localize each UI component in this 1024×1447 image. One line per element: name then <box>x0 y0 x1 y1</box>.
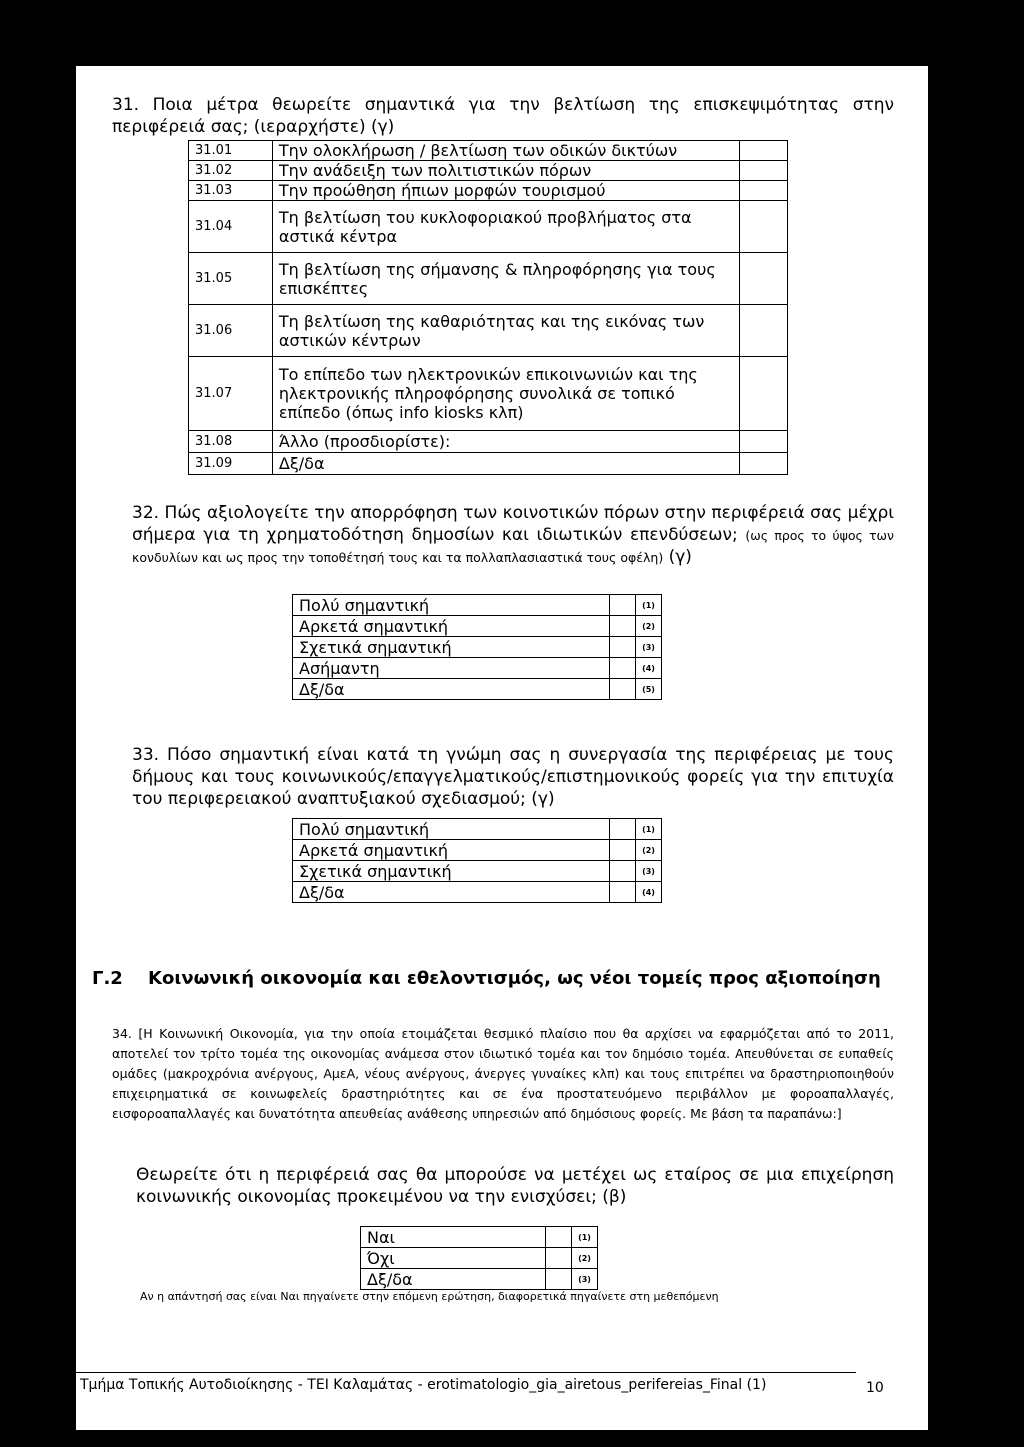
table-row <box>293 819 662 840</box>
section-title: Κοινωνική οικονομία και εθελοντισμός, ως νέοι τομείς προς αξιοποίηση <box>148 968 881 989</box>
option-label: Ασήμαντη <box>293 658 610 679</box>
option-label: Αρκετά σημαντική <box>293 616 610 637</box>
question-34-intro: 34. [Η Κοινωνική Οικονομία, για την οποία ετοιμάζεται θεσμικό πλαίσιο που θα αρχίσει να εφαρμόζεται από το 2011, αποτελεί τον τρίτο τομέα της οικονομίας ανάμεσα στον ιδιωτικό τομέα και τον δημόσιο τομέα. Απευθύνεται σε ευπαθείς ομάδες (μακροχρόνια ανέργους, ΑμεΑ, νέους ανέργους, άνεργες γυναίκες κλπ) και τους επιτρέπει να δραστηριοποιηθούν επιχειρηματικά σε κοινωφελείς δραστηριότητες και σε ένα προστατευόμενο περιβάλλον με φοροαπαλλαγές, εισφοροαπαλλαγές και δυνατότητα απευθείας ανάθεσης υπηρεσιών από δημόσιους φορείς. Με βάση τα παραπάνω:] <box>112 1026 894 1121</box>
table-row <box>189 201 788 253</box>
option-number: (4) <box>636 882 662 903</box>
option-label: Δξ/δα <box>293 679 610 700</box>
option-checkbox[interactable] <box>610 840 636 861</box>
option-label: Όχι <box>361 1248 546 1269</box>
row-code: 31.01 <box>189 141 273 161</box>
question-33-options <box>292 818 662 903</box>
footer-text: Τμήμα Τοπικής Αυτοδιοίκησης - ΤΕΙ Καλαμάτας - erotimatologio_gia_airetous_perifereias_Final (1) <box>80 1377 767 1393</box>
question-34-text: Θεωρείτε ότι η περιφέρειά σας θα μπορούσε να μετέχει ως εταίρος σε μια επιχείρηση κοινωνικής οικονομίας προκειμένου να την ενισχύσει; (β) <box>136 1165 894 1207</box>
row-label: Τη βελτίωση του κυκλοφοριακού προβλήματος στα αστικά κέντρα <box>272 201 739 253</box>
table-row <box>293 595 662 616</box>
question-32-tag: (γ) <box>668 547 692 567</box>
rank-input[interactable] <box>740 305 788 357</box>
table-row <box>189 141 788 161</box>
rank-input[interactable] <box>740 357 788 431</box>
row-code: 31.06 <box>189 305 273 357</box>
question-31-text: 31. Ποια μέτρα θεωρείτε σημαντικά για την βελτίωση της επισκεψιμότητας στην περιφέρειά σας; (ιεραρχήστε) (γ) <box>112 95 894 137</box>
option-label: Πολύ σημαντική <box>293 819 610 840</box>
option-number: (3) <box>636 861 662 882</box>
question-32 <box>132 502 894 568</box>
rank-input[interactable] <box>740 201 788 253</box>
table-row <box>293 840 662 861</box>
option-label: Δξ/δα <box>293 882 610 903</box>
option-checkbox[interactable] <box>610 861 636 882</box>
option-label: Δξ/δα <box>361 1269 546 1290</box>
option-label: Ναι <box>361 1227 546 1248</box>
row-code: 31.09 <box>189 453 273 475</box>
table-row <box>189 253 788 305</box>
table-row <box>361 1269 598 1290</box>
question-32-text: 32. Πώς αξιολογείτε την απορρόφηση των κοινοτικών πόρων στην περιφέρειά σας μέχρι σήμερα για τη χρηματοδότηση δημοσίων και ιδιωτικών επενδύσεων; <box>132 503 894 545</box>
option-number: (2) <box>636 840 662 861</box>
footer-rule <box>76 1372 856 1373</box>
table-row <box>189 453 788 475</box>
option-number: (1) <box>572 1227 598 1248</box>
row-label: Δξ/δα <box>272 453 739 475</box>
rank-input[interactable] <box>740 161 788 181</box>
row-label: Την ολοκλήρωση / βελτίωση των οδικών δικτύων <box>272 141 739 161</box>
row-code: 31.07 <box>189 357 273 431</box>
option-checkbox[interactable] <box>610 658 636 679</box>
table-row <box>293 679 662 700</box>
row-code: 31.05 <box>189 253 273 305</box>
option-number: (1) <box>636 595 662 616</box>
question-32-options <box>292 594 662 700</box>
option-number: (1) <box>636 819 662 840</box>
option-label: Σχετικά σημαντική <box>293 861 610 882</box>
table-row <box>293 658 662 679</box>
option-label: Αρκετά σημαντική <box>293 840 610 861</box>
option-checkbox[interactable] <box>610 679 636 700</box>
option-checkbox[interactable] <box>610 882 636 903</box>
row-label: Την προώθηση ήπιων μορφών τουρισμού <box>272 181 739 201</box>
table-row <box>189 431 788 453</box>
table-row <box>189 161 788 181</box>
option-number: (2) <box>636 616 662 637</box>
question-34-options <box>360 1226 598 1290</box>
row-code: 31.08 <box>189 431 273 453</box>
table-row <box>189 305 788 357</box>
row-label: Άλλο (προσδιορίστε): <box>272 431 739 453</box>
row-label: Το επίπεδο των ηλεκτρονικών επικοινωνιών και της ηλεκτρονικής πληροφόρησης συνολικά σε τοπικό επίπεδο (όπως info kiosks κλπ) <box>272 357 739 431</box>
option-label: Πολύ σημαντική <box>293 595 610 616</box>
table-row <box>361 1227 598 1248</box>
rank-input[interactable] <box>740 453 788 475</box>
table-row <box>293 861 662 882</box>
question-32-note: (ως προς το ύψος των κονδυλίων και ως προς την τοποθέτησή τους και τα πολλαπλασιαστικά τους οφέλη) <box>132 528 895 565</box>
row-code: 31.04 <box>189 201 273 253</box>
option-number: (3) <box>636 637 662 658</box>
rank-input[interactable] <box>740 253 788 305</box>
table-row <box>293 637 662 658</box>
option-number: (4) <box>636 658 662 679</box>
option-checkbox[interactable] <box>610 595 636 616</box>
option-checkbox[interactable] <box>546 1269 572 1290</box>
question-31-table <box>188 140 788 475</box>
row-code: 31.02 <box>189 161 273 181</box>
option-checkbox[interactable] <box>610 637 636 658</box>
option-checkbox[interactable] <box>610 616 636 637</box>
option-checkbox[interactable] <box>546 1248 572 1269</box>
option-checkbox[interactable] <box>546 1227 572 1248</box>
page-number: 10 <box>866 1380 884 1396</box>
skip-instruction: Αν η απάντησή σας είναι Ναι πηγαίνετε στην επόμενη ερώτηση, διαφορετικά πηγαίνετε στη μεθεπόμενη <box>140 1290 719 1303</box>
option-number: (3) <box>572 1269 598 1290</box>
table-row <box>189 357 788 431</box>
option-number: (2) <box>572 1248 598 1269</box>
option-label: Σχετικά σημαντική <box>293 637 610 658</box>
row-label: Την ανάδειξη των πολιτιστικών πόρων <box>272 161 739 181</box>
section-number: Γ.2 <box>92 968 123 989</box>
table-row <box>189 181 788 201</box>
rank-input[interactable] <box>740 141 788 161</box>
table-row <box>293 882 662 903</box>
table-row <box>361 1248 598 1269</box>
table-row <box>293 616 662 637</box>
row-label: Τη βελτίωση της καθαριότητας και της εικόνας των αστικών κέντρων <box>272 305 739 357</box>
rank-input[interactable] <box>740 181 788 201</box>
question-33-text: 33. Πόσο σημαντική είναι κατά τη γνώμη σας η συνεργασία της περιφέρειας με τους δήμους και τους κοινωνικούς/επαγγελματικούς/επιστημονικούς φορείς για την επιτυχία του περιφερειακού αναπτυξιακού σχεδιασμού; (γ) <box>132 745 894 809</box>
row-label: Τη βελτίωση της σήμανσης & πληροφόρησης για τους επισκέπτες <box>272 253 739 305</box>
row-code: 31.03 <box>189 181 273 201</box>
rank-input[interactable] <box>740 431 788 453</box>
option-number: (5) <box>636 679 662 700</box>
option-checkbox[interactable] <box>610 819 636 840</box>
